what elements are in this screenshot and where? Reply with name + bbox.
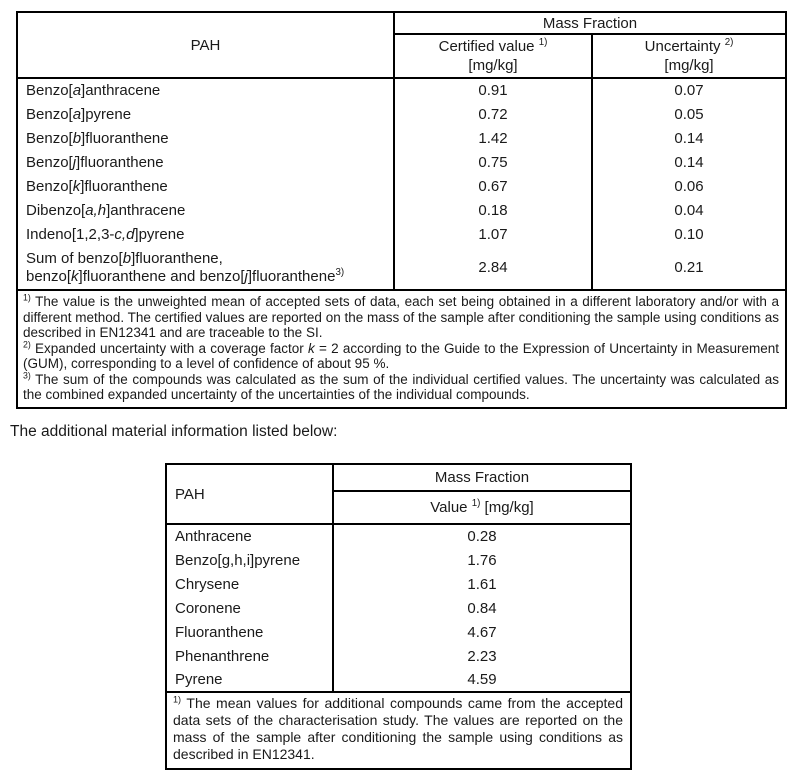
uncertainty-value: 0.14: [592, 126, 786, 150]
footnote-3-text: The sum of the compounds was calculated as the sum of the individual certified values. The uncertainty was calculated as the combined expanded uncertainty of the uncertainties of the individual compounds.: [23, 371, 779, 402]
uncertainty-value: 0.06: [592, 174, 786, 198]
footnotes-block: [17, 290, 786, 408]
table-row: [166, 596, 631, 620]
certified-value: 0.18: [394, 198, 592, 222]
uncertainty-value: 0.07: [592, 78, 786, 102]
table-row: [17, 126, 786, 150]
intro-text: The additional material information listed below:: [10, 423, 338, 440]
footnote-1: [23, 294, 779, 341]
table-row: [166, 548, 631, 572]
table-row: [17, 222, 786, 246]
footnotes-row: [17, 290, 786, 408]
additional-material-table: [165, 463, 632, 770]
compound-name: Fluoranthene: [175, 623, 264, 641]
compound-name: Benzo[a]pyrene: [26, 105, 132, 123]
certified-value-unit: [mg/kg]: [468, 57, 518, 74]
certified-value: 0.75: [394, 150, 592, 174]
compound-name: Sum of benzo[b]fluoranthene, benzo[k]fluoranthene and benzo[j]fluoranthene$^{3)}$: [26, 249, 345, 285]
certified-value: 2.84: [394, 246, 592, 290]
header-row-group: [17, 12, 786, 34]
table-row: [17, 78, 786, 102]
footnote-2-text: Expanded uncertainty with a coverage factor k = 2 according to the Guide to the Expression of Uncertainty in Measurement (GUM), corresponding to a level of confidence of about 95 %.: [23, 340, 780, 371]
compound-value: 1.76: [333, 548, 631, 572]
uncertainty-column-header: [592, 34, 786, 78]
footnote-1: [173, 695, 623, 763]
compound-name: Pyrene: [175, 671, 223, 688]
uncertainty-value: 0.05: [592, 102, 786, 126]
compound-value: 0.28: [333, 524, 631, 548]
certified-value-column-header: [394, 34, 592, 78]
compound-name: Benzo[b]fluoranthene: [26, 129, 169, 147]
footnote-1-marker: 1): [23, 292, 31, 303]
footnote-2-marker: 2): [23, 339, 31, 349]
footnote-row: [166, 692, 631, 769]
uncertainty-label: Uncertainty $^{2)}$: [644, 37, 734, 55]
compound-name: Benzo[a]anthracene: [26, 82, 161, 99]
mass-fraction-header: Mass Fraction: [394, 12, 786, 34]
table-row: [166, 668, 631, 692]
value-column-header: Value $^{1)}$ [mg/kg]: [333, 491, 631, 524]
compound-name: Benzo[j]fluoranthene: [26, 153, 164, 171]
table-row: [166, 644, 631, 668]
compound-name: Chrysene: [175, 575, 240, 593]
certified-value: 0.67: [394, 174, 592, 198]
certified-value: 1.42: [394, 126, 592, 150]
compound-name: Dibenzo[a,h]anthracene: [26, 201, 186, 219]
certified-value: 1.07: [394, 222, 592, 246]
uncertainty-value: 0.10: [592, 222, 786, 246]
table-row: [17, 150, 786, 174]
mass-fraction-header: Mass Fraction: [333, 464, 631, 491]
compound-name: Benzo[k]fluoranthene: [26, 177, 168, 195]
table-row: [166, 524, 631, 548]
certified-value: 0.72: [394, 102, 592, 126]
pah-column-header: PAH: [17, 12, 394, 78]
table-row: [166, 620, 631, 644]
table-row: [17, 198, 786, 222]
footnote-2: [23, 341, 779, 372]
uncertainty-value: 0.14: [592, 150, 786, 174]
uncertainty-value: 0.04: [592, 198, 786, 222]
pah-column-header: PAH: [166, 464, 333, 524]
footnote-3: [23, 372, 779, 403]
footnote-1-text: The value is the unweighted mean of accepted sets of data, each set being obtained in a different laboratory and/or with a different method. The certified values are reported on the mass of the sample after conditioning the sample using conditions as described in EN12341 and are traceable to the SI.: [23, 294, 780, 340]
compound-name: Indeno[1,2,3-c,d]pyrene: [26, 225, 185, 243]
compound-name: Coronene: [175, 599, 241, 617]
compound-value: 4.59: [333, 668, 631, 692]
table-row: [17, 174, 786, 198]
uncertainty-unit: [mg/kg]: [664, 57, 714, 74]
compound-name: Benzo[g,h,i]pyrene: [175, 551, 301, 569]
footnote-1-text: The mean values for additional compounds came from the accepted data sets of the characterisation study. The values are reported on the mass of the sample after conditioning the sample using conditions as described in EN12341.: [173, 695, 624, 762]
compound-value: 1.61: [333, 572, 631, 596]
certified-value: 0.91: [394, 78, 592, 102]
uncertainty-value: 0.21: [592, 246, 786, 290]
table-row: [17, 102, 786, 126]
compound-value: 2.23: [333, 644, 631, 668]
table-row-sum: [17, 246, 786, 290]
footnote-3-marker: 3): [23, 370, 31, 380]
compound-name: Phenanthrene: [175, 647, 270, 665]
compound-name: Anthracene: [175, 528, 252, 545]
footnote-block: [166, 692, 631, 769]
table-row: [166, 572, 631, 596]
compound-value: 0.84: [333, 596, 631, 620]
certified-values-table: [16, 11, 787, 409]
header-row-group: [166, 464, 631, 491]
footnote-1-marker: 1): [173, 694, 182, 705]
compound-value: 4.67: [333, 620, 631, 644]
certified-value-label: Certified value $^{1)}$: [438, 37, 548, 55]
